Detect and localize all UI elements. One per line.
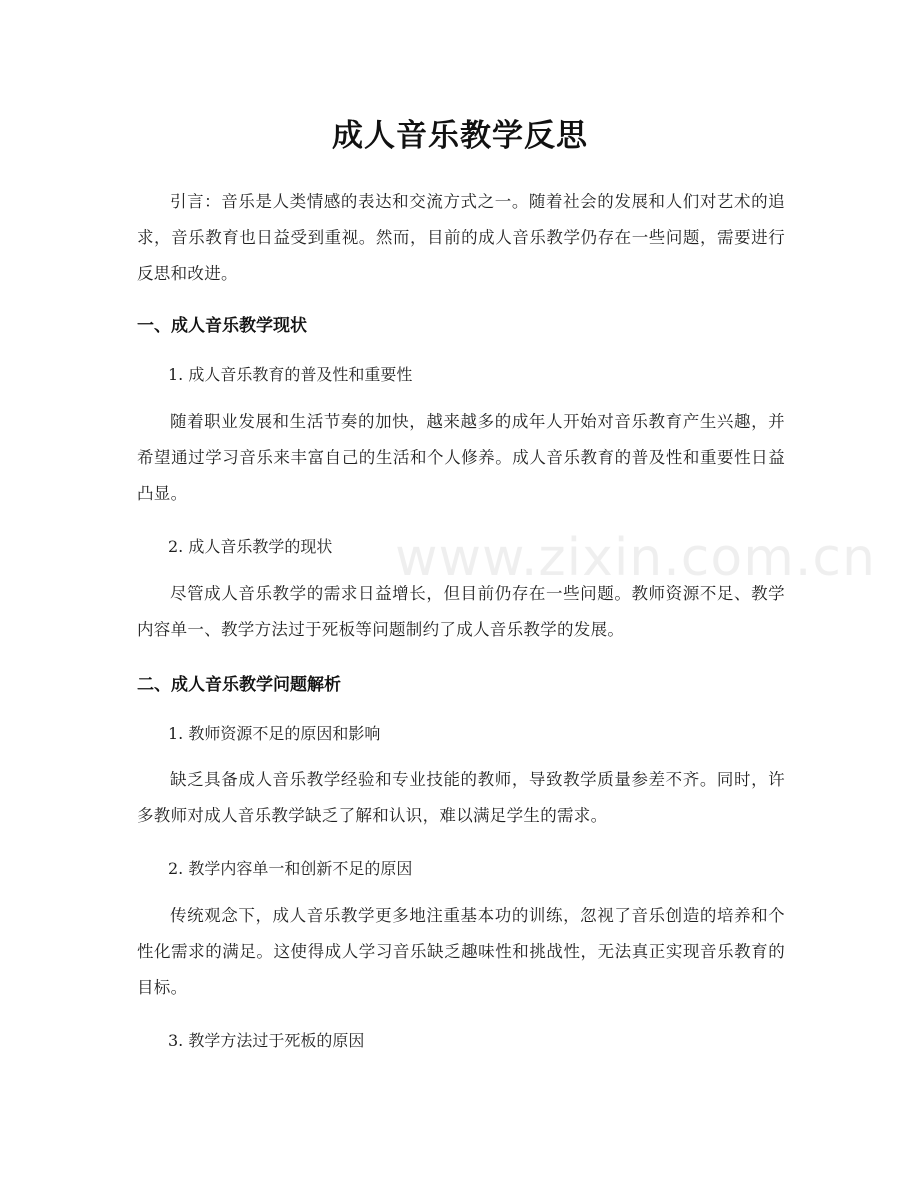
subsection-heading-2-2: 2. 教学内容单一和创新不足的原因 <box>168 859 413 878</box>
subsection-heading-1-1: 1. 成人音乐教育的普及性和重要性 <box>168 365 413 384</box>
subsection-heading-2-3: 3. 教学方法过于死板的原因 <box>168 1031 365 1050</box>
subsection-paragraph-2-1: 缺乏具备成人音乐教学经验和专业技能的教师，导致教学质量参差不齐。同时，许多教师对成人音乐教学缺乏了解和认识，难以满足学生的需求。 <box>137 770 785 825</box>
document-title: 成人音乐教学反思 <box>332 118 588 154</box>
subsection-paragraph-2-2: 传统观念下，成人音乐教学更多地注重基本功的训练，忽视了音乐创造的培养和个性化需求的满足。这使得成人学习音乐缺乏趣味性和挑战性，无法真正实现音乐教育的目标。 <box>137 906 785 997</box>
subsection-paragraph-1-1: 随着职业发展和生活节奏的加快，越来越多的成年人开始对音乐教育产生兴趣，并希望通过学习音乐来丰富自己的生活和个人修养。成人音乐教育的普及性和重要性日益凸显。 <box>137 412 785 503</box>
section-heading-2: 二、成人音乐教学问题解析 <box>137 675 341 695</box>
watermark: www.zixin.com.cn <box>395 528 876 588</box>
section-heading-1: 一、成人音乐教学现状 <box>137 316 307 336</box>
subsection-heading-1-2: 2. 成人音乐教学的现状 <box>168 537 333 556</box>
intro-paragraph: 引言：音乐是人类情感的表达和交流方式之一。随着社会的发展和人们对艺术的追求，音乐教育也日益受到重视。然而，目前的成人音乐教学仍存在一些问题，需要进行反思和改进。 <box>137 192 785 283</box>
subsection-paragraph-1-2: 尽管成人音乐教学的需求日益增长，但目前仍存在一些问题。教师资源不足、教学内容单一、教学方法过于死板等问题制约了成人音乐教学的发展。 <box>137 584 785 639</box>
subsection-heading-2-1: 1. 教师资源不足的原因和影响 <box>168 724 381 743</box>
